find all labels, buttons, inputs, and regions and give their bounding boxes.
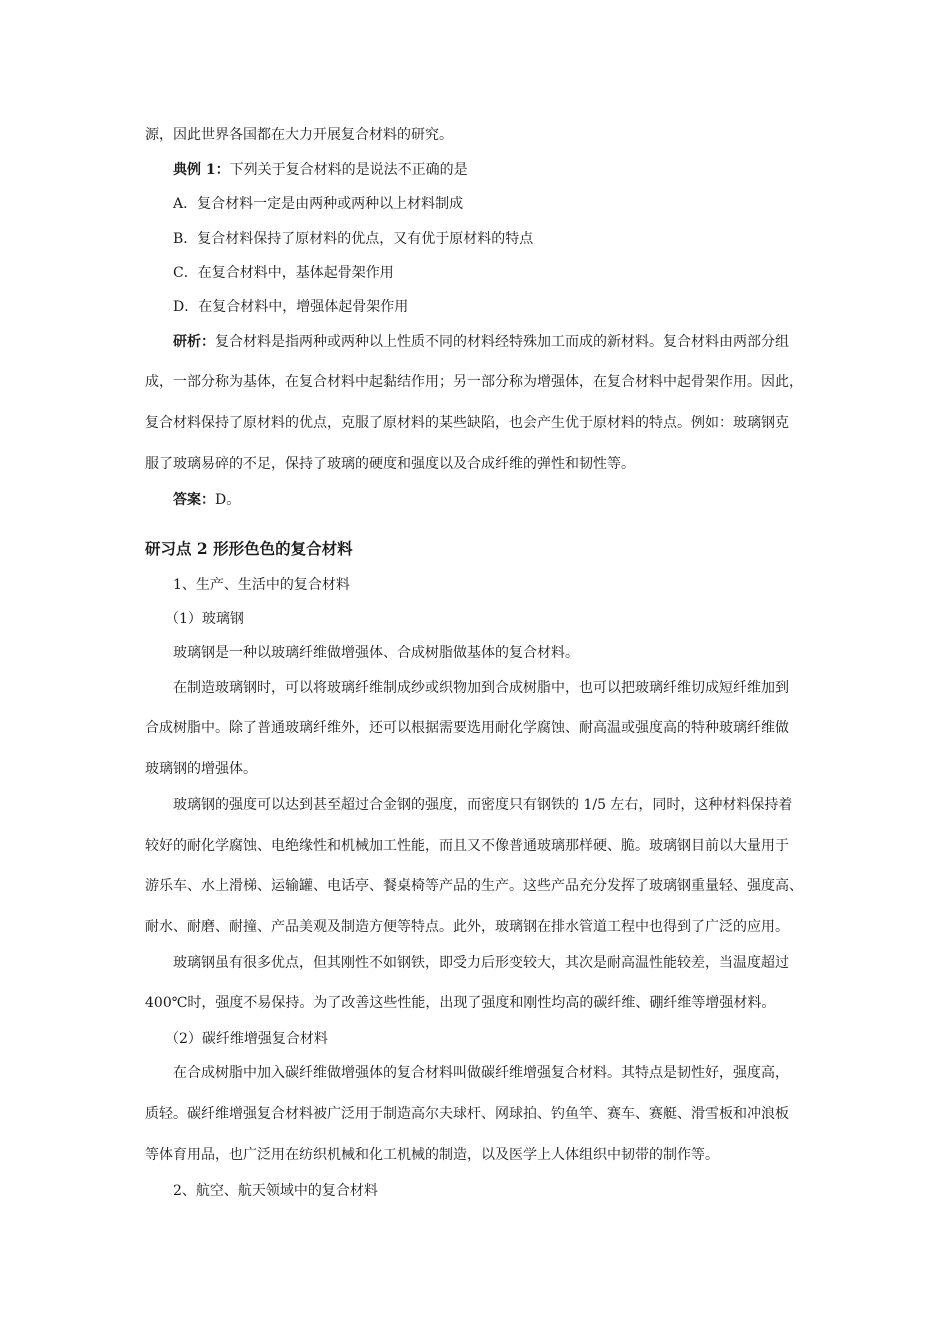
option-c: C．在复合材料中，基体起骨架作用: [173, 265, 394, 281]
analysis-label: 研析：: [173, 334, 215, 350]
analysis-line: [173, 332, 789, 352]
example-question: [173, 160, 468, 180]
subsection-item-title: （2）碳纤维增强复合材料: [165, 1031, 328, 1047]
example-text: 下列关于复合材料的是说法不正确的是: [229, 162, 468, 178]
subsection-item-title: （1）玻璃钢: [165, 611, 244, 627]
option-a: A．复合材料一定是由两种或两种以上材料制成: [173, 196, 464, 212]
paragraph-line: 成，一部分称为基体，在复合材料中起黏结作用；另一部分称为增强体，在复合材料中起骨架作用。因此，: [145, 374, 803, 390]
paragraph-line: 游乐车、水上滑梯、运输罐、电话亭、餐桌椅等产品的生产。这些产品充分发挥了玻璃钢重量轻、强度高、: [145, 878, 803, 894]
paragraph-line: 质轻。碳纤维增强复合材料被广泛用于制造高尔夫球杆、网球拍、钓鱼竿、赛车、赛艇、滑雪板和冲浪板: [145, 1106, 789, 1122]
paragraph-line: 玻璃钢虽有很多优点，但其刚性不如钢铁，即受力后形变较大，其次是耐高温性能较差，当温度超过: [173, 955, 789, 971]
section-heading: 研习点 2 形形色色的复合材料: [145, 539, 353, 558]
paragraph-line: 复合材料保持了原材料的优点，克服了原材料的某些缺陷，也会产生优于原材料的特点。例如：玻璃钢克: [145, 415, 789, 431]
answer-text: D。: [215, 492, 241, 508]
example-label: 典例 1：: [173, 162, 230, 178]
paragraph-line: 玻璃钢的增强体。: [145, 761, 257, 777]
paragraph-line: 400℃时，强度不易保持。为了改善这些性能，出现了强度和刚性均高的碳纤维、硼纤维等增强材料。: [145, 995, 776, 1011]
paragraph-line: 玻璃钢的强度可以达到甚至超过合金钢的强度，而密度只有钢铁的 1/5 左右，同时，这种材料保持着: [173, 797, 793, 813]
option-b: B．复合材料保持了原材料的优点，又有优于原材料的特点: [173, 231, 534, 247]
paragraph-line: 玻璃钢是一种以玻璃纤维做增强体、合成树脂做基体的复合材料。: [173, 645, 579, 661]
paragraph-line: 服了玻璃易碎的不足，保持了玻璃的硬度和强度以及合成纤维的弹性和韧性等。: [145, 456, 635, 472]
subsection-title: 2、航空、航天领域中的复合材料: [173, 1183, 378, 1199]
answer-line: [173, 490, 240, 510]
paragraph-line: 耐水、耐磨、耐撞、产品美观及制造方便等特点。此外，玻璃钢在排水管道工程中也得到了广泛的应用。: [145, 919, 789, 935]
paragraph-line: 源，因此世界各国都在大力开展复合材料的研究。: [145, 127, 453, 143]
answer-label: 答案：: [173, 492, 215, 508]
paragraph-line: 在制造玻璃钢时，可以将玻璃纤维制成纱或织物加到合成树脂中，也可以把玻璃纤维切成短纤维加到: [173, 680, 789, 696]
subsection-title: 1、生产、生活中的复合材料: [173, 577, 350, 593]
paragraph-line: 较好的耐化学腐蚀、电绝缘性和机械加工性能，而且又不像普通玻璃那样硬、脆。玻璃钢目前以大量用于: [145, 838, 789, 854]
option-d: D．在复合材料中，增强体起骨架作用: [173, 299, 409, 315]
analysis-text: 复合材料是指两种或两种以上性质不同的材料经特殊加工而成的新材料。复合材料由两部分组: [215, 334, 789, 350]
paragraph-line: 等体育用品，也广泛用在纺织机械和化工机械的制造，以及医学上人体组织中韧带的制作等。: [145, 1147, 719, 1163]
paragraph-line: 合成树脂中。除了普通玻璃纤维外，还可以根据需要选用耐化学腐蚀、耐高温或强度高的特种玻璃纤维做: [145, 720, 789, 736]
paragraph-line: 在合成树脂中加入碳纤维做增强体的复合材料叫做碳纤维增强复合材料。其特点是韧性好，强度高，: [173, 1065, 789, 1081]
